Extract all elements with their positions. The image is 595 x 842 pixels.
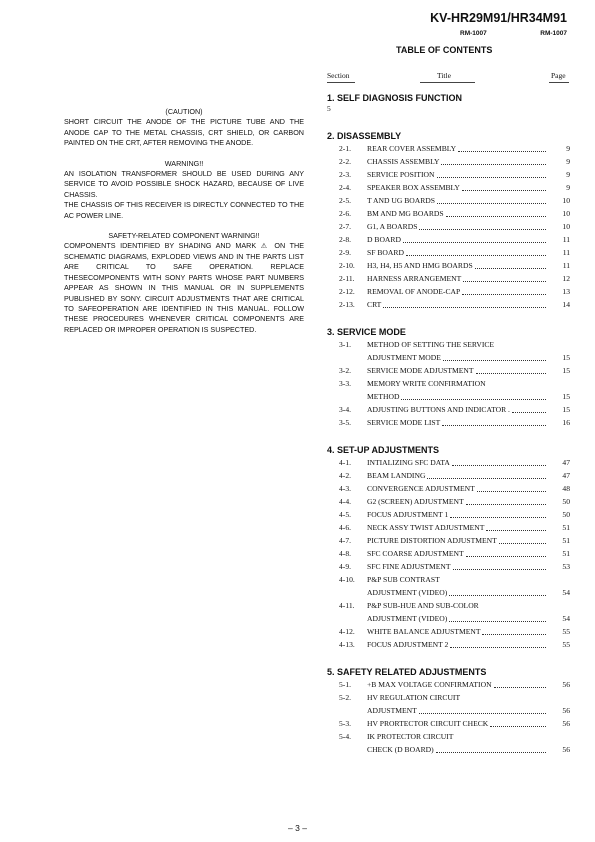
dot-leader (486, 530, 546, 531)
header-rule-page (549, 82, 569, 83)
toc-entry[interactable] (327, 272, 570, 285)
entry-page: 54 (562, 588, 570, 597)
safety-text: COMPONENTS IDENTIFIED BY SHADING AND MARK ⚠ ON THE SCHEMATIC DIAGRAMS, EXPLODED VIEWS AND IN THE PARTS LIST ARE CRITICAL TO SAFE OPERATION. REPLACE THESECOMPONENTS WITH SONY PARTS WHOSE PART NUMBERS APPEAR AS SHOWN IN THIS MANUAL OR IN SUPPLEMENTS PUBLISHED BY SONY. CIRCUIT ADJUSTMENTS THAT ARE CRITICAL TO SAFEOPERATION ARE IDENTIFIED IN THIS MANUAL. FOLLOW THESE PROCEDURES WHENEVER CRITICAL COMPONENTS ARE REPLACED OR IMPROPER OPERATION IS SUSPECTED. (64, 241, 304, 334)
toc-entry[interactable] (327, 625, 570, 638)
toc-entry[interactable] (327, 233, 570, 246)
table-of-contents (327, 92, 570, 771)
entry-number: 4-11. (339, 601, 355, 610)
entry-title: D BOARD (367, 235, 401, 244)
entry-title: SF BOARD (367, 248, 404, 257)
dot-leader (463, 281, 546, 282)
toc-entry[interactable] (327, 259, 570, 272)
entry-number: 2-9. (339, 248, 352, 257)
toc-entry[interactable] (327, 521, 570, 534)
entry-number: 5-2. (339, 693, 352, 702)
toc-entry[interactable] (327, 717, 570, 730)
entry-page: 51 (562, 536, 570, 545)
entry-number: 2-4. (339, 183, 352, 192)
dot-leader (477, 491, 546, 492)
page-number: – 3 – (288, 823, 307, 833)
entry-title: ADJUSTMENT MODE (367, 353, 441, 362)
entry-page: 47 (562, 471, 570, 480)
toc-entry[interactable] (327, 704, 570, 717)
entry-page: 51 (562, 523, 570, 532)
entry-number: 5-3. (339, 719, 352, 728)
section-title: 2. DISASSEMBLY (327, 131, 402, 141)
entry-number: 2-12. (339, 287, 355, 296)
dot-leader (512, 412, 546, 413)
dot-leader (419, 229, 546, 230)
entry-title: METHOD OF SETTING THE SERVICE (367, 340, 495, 349)
caution-title: (CAUTION) (165, 107, 203, 116)
entry-number: 2-2. (339, 157, 352, 166)
dot-leader (406, 255, 546, 256)
dot-leader (437, 203, 546, 204)
entry-number: 2-11. (339, 274, 355, 283)
entry-title: HARNESS ARRANGEMENT (367, 274, 462, 283)
dot-leader (499, 543, 546, 544)
entry-page: 56 (562, 719, 570, 728)
toc-entry[interactable] (327, 534, 570, 547)
entry-number: 3-4. (339, 405, 352, 414)
entry-title: IK PROTECTOR CIRCUIT (367, 732, 454, 741)
toc-entry[interactable] (327, 612, 570, 625)
toc-entry[interactable] (327, 416, 570, 429)
entry-title: P&P SUB-HUE AND SUB-COLOR (367, 601, 479, 610)
toc-entry[interactable] (327, 573, 570, 586)
entry-page: 12 (562, 274, 570, 283)
toc-entry[interactable] (327, 207, 570, 220)
section-title: 1. SELF DIAGNOSIS FUNCTION (327, 93, 463, 103)
toc-entry[interactable] (327, 285, 570, 298)
dot-leader (449, 621, 546, 622)
warning-text: AN ISOLATION TRANSFORMER SHOULD BE USED DURING ANY SERVICE TO AVOID POSSIBLE SHOCK HAZARD, BECAUSE OF LIVE CHASSIS. (64, 169, 304, 199)
entry-title: SERVICE MODE LIST (367, 418, 441, 427)
entry-title: REMOVAL OF ANODE-CAP (367, 287, 461, 296)
model-title: KV-HR29M91/HR34M91 (430, 11, 567, 25)
dot-leader (449, 595, 546, 596)
entry-page: 10 (562, 222, 570, 231)
entry-number: 2-5. (339, 196, 352, 205)
toc-entry[interactable] (327, 298, 570, 311)
entry-page: 9 (566, 183, 570, 192)
toc-entry[interactable] (327, 547, 570, 560)
dot-leader (436, 752, 546, 753)
entry-title: WHITE BALANCE ADJUSTMENT (367, 627, 481, 636)
entry-number: 4-2. (339, 471, 352, 480)
entry-number: 5-1. (339, 680, 352, 689)
entry-page: 56 (562, 706, 570, 715)
dot-leader (458, 151, 546, 152)
dot-leader (419, 713, 546, 714)
rm-code-right: RM-1007 (540, 30, 567, 37)
entry-page: 51 (562, 549, 570, 558)
entry-title: CONVERGENCE ADJUSTMENT (367, 484, 475, 493)
toc-entry[interactable] (327, 469, 570, 482)
toc-entry[interactable] (327, 403, 570, 416)
dot-leader (403, 242, 546, 243)
rm-code-left: RM-1007 (460, 30, 487, 37)
column-header-section: Section (327, 71, 350, 80)
entry-number: 4-8. (339, 549, 352, 558)
entry-number: 4-3. (339, 484, 352, 493)
section-items (327, 338, 570, 429)
entry-number: 4-6. (339, 523, 352, 532)
entry-page: 50 (562, 497, 570, 506)
toc-entry[interactable] (327, 638, 570, 651)
entry-title: FOCUS ADJUSTMENT 1 (367, 510, 449, 519)
toc-entry[interactable] (327, 560, 570, 573)
entry-title: PICTURE DISTORTION ADJUSTMENT (367, 536, 497, 545)
entry-title: ADJUSTMENT (VIDEO) (367, 614, 448, 623)
entry-page: 15 (562, 405, 570, 414)
dot-leader (452, 465, 546, 466)
dot-leader (437, 177, 546, 178)
entry-page: 15 (562, 366, 570, 375)
entry-title: G2 (SCREEN) ADJUSTMENT (367, 497, 464, 506)
entry-title: H3, H4, H5 AND HMG BOARDS (367, 261, 473, 270)
dot-leader (450, 517, 546, 518)
toc-entry[interactable] (327, 390, 570, 403)
entry-page: 9 (566, 144, 570, 153)
entry-page: 50 (562, 510, 570, 519)
dot-leader (462, 294, 546, 295)
dot-leader (494, 687, 546, 688)
toc-entry[interactable] (327, 220, 570, 233)
entry-number: 2-13. (339, 300, 355, 309)
section-items (327, 678, 570, 756)
entry-page: 14 (562, 300, 570, 309)
entry-number: 3-2. (339, 366, 352, 375)
entry-number: 5-4. (339, 732, 352, 741)
toc-entry[interactable] (327, 377, 570, 390)
caution-text: SHORT CIRCUIT THE ANODE OF THE PICTURE TUBE AND THE ANODE CAP TO THE METAL CHASSIS, CRT SHIELD, OR CARBON PAINTED ON THE CRT, AFTER REMOVING THE ANODE. (64, 117, 304, 148)
entry-title: CHECK (D BOARD) (367, 745, 434, 754)
entry-page: 9 (566, 157, 570, 166)
entry-number: 2-3. (339, 170, 352, 179)
dot-leader (401, 399, 546, 400)
entry-page: 13 (562, 287, 570, 296)
entry-title: INTIALIZING SFC DATA (367, 458, 450, 467)
entry-number: 2-6. (339, 209, 352, 218)
entry-number: 4-4. (339, 497, 352, 506)
entry-page: 11 (562, 261, 570, 270)
section-title: 5. SAFETY RELATED ADJUSTMENTS (327, 667, 487, 677)
dot-leader (475, 268, 546, 269)
safety-title: SAFETY-RELATED COMPONENT WARNING!! (108, 231, 260, 241)
entry-number: 4-5. (339, 510, 352, 519)
section-title: 4. SET-UP ADJUSTMENTS (327, 445, 440, 455)
entry-number: 4-7. (339, 536, 352, 545)
toc-entry[interactable] (327, 246, 570, 259)
column-header-page: Page (551, 71, 566, 80)
entry-title: CRT (367, 300, 382, 309)
entry-title: SERVICE POSITION (367, 170, 435, 179)
entry-page: 11 (562, 235, 570, 244)
column-header-title: Title (437, 71, 451, 80)
toc-entry[interactable] (327, 456, 570, 469)
toc-entry[interactable] (327, 691, 570, 704)
entry-number: 4-9. (339, 562, 352, 571)
toc-entry[interactable] (327, 338, 570, 351)
warning-text-2: THE CHASSIS OF THIS RECEIVER IS DIRECTLY CONNECTED TO THE AC POWER LINE. (64, 200, 304, 220)
dot-leader (462, 190, 546, 191)
toc-entry[interactable] (327, 730, 570, 743)
warning-title: WARNING!! (164, 158, 204, 168)
toc-entry[interactable] (327, 599, 570, 612)
toc-entry[interactable] (327, 482, 570, 495)
toc-entry[interactable] (327, 364, 570, 377)
dot-leader (427, 478, 546, 479)
entry-page: 55 (562, 627, 570, 636)
entry-title: BEAM LANDING (367, 471, 426, 480)
entry-number: 2-10. (339, 261, 355, 270)
entry-title: ADJUSTING BUTTONS AND INDICATOR . (367, 405, 510, 414)
toc-entry[interactable] (327, 155, 570, 168)
section-items (327, 142, 570, 311)
entry-title: ADJUSTMENT (VIDEO) (367, 588, 448, 597)
entry-number: 2-7. (339, 222, 352, 231)
entry-title: +B MAX VOLTAGE CONFIRMATION (367, 680, 492, 689)
entry-number: 4-1. (339, 458, 352, 467)
dot-leader (466, 504, 546, 505)
entry-title: ADJUSTMENT (367, 706, 417, 715)
safety-notices (64, 107, 304, 335)
dot-leader (441, 164, 546, 165)
toc-entry[interactable] (327, 743, 570, 756)
entry-title: REAR COVER ASSEMBLY (367, 144, 457, 153)
entry-title: BM AND MG BOARDS (367, 209, 444, 218)
toc-entry[interactable] (327, 181, 570, 194)
toc-entry[interactable] (327, 508, 570, 521)
entry-title: P&P SUB CONTRAST (367, 575, 440, 584)
entry-page: 15 (562, 392, 570, 401)
dot-leader (482, 634, 546, 635)
entry-title: SFC FINE ADJUSTMENT (367, 562, 451, 571)
entry-title: SERVICE MODE ADJUSTMENT (367, 366, 474, 375)
entry-title: MEMORY WRITE CONFIRMATION (367, 379, 486, 388)
section-title: 3. SERVICE MODE (327, 327, 406, 337)
section-items (327, 456, 570, 651)
toc-entry[interactable] (327, 495, 570, 508)
dot-leader (466, 556, 546, 557)
entry-page: 10 (562, 196, 570, 205)
dot-leader (490, 726, 546, 727)
entry-page: 11 (562, 248, 570, 257)
entry-title: T AND UG BOARDS (367, 196, 436, 205)
entry-page: 55 (562, 640, 570, 649)
entry-number: 4-12. (339, 627, 355, 636)
dot-leader (383, 307, 546, 308)
dot-leader (476, 373, 546, 374)
stray-page-number: 5 (327, 104, 331, 113)
entry-page: 53 (562, 562, 570, 571)
header-rule-section (327, 82, 355, 83)
toc-entry[interactable] (327, 168, 570, 181)
entry-title: CHASSIS ASSEMBLY (367, 157, 440, 166)
entry-title: G1, A BOARDS (367, 222, 418, 231)
entry-number: 3-3. (339, 379, 352, 388)
dot-leader (453, 569, 546, 570)
entry-page: 54 (562, 614, 570, 623)
entry-page: 10 (562, 209, 570, 218)
dot-leader (450, 647, 546, 648)
entry-number: 4-10. (339, 575, 355, 584)
entry-title: METHOD (367, 392, 400, 401)
entry-page: 56 (562, 745, 570, 754)
entry-page: 48 (562, 484, 570, 493)
entry-page: 47 (562, 458, 570, 467)
dot-leader (442, 425, 546, 426)
toc-heading: TABLE OF CONTENTS (396, 45, 493, 55)
entry-page: 16 (562, 418, 570, 427)
toc-entry[interactable] (327, 586, 570, 599)
toc-entry[interactable] (327, 142, 570, 155)
entry-number: 4-13. (339, 640, 355, 649)
dot-leader (443, 360, 546, 361)
toc-entry[interactable] (327, 678, 570, 691)
entry-title: HV PRORTECTOR CIRCUIT CHECK (367, 719, 489, 728)
entry-number: 3-5. (339, 418, 352, 427)
entry-title: SPEAKER BOX ASSEMBLY (367, 183, 460, 192)
toc-entry[interactable] (327, 194, 570, 207)
entry-page: 56 (562, 680, 570, 689)
toc-entry[interactable] (327, 351, 570, 364)
header-rule-title (420, 82, 475, 83)
entry-title: HV REGULATION CIRCUIT (367, 693, 461, 702)
entry-page: 15 (562, 353, 570, 362)
entry-number: 2-1. (339, 144, 352, 153)
dot-leader (446, 216, 546, 217)
entry-title: NECK ASSY TWIST ADJUSTMENT (367, 523, 485, 532)
entry-number: 2-8. (339, 235, 352, 244)
entry-page: 9 (566, 170, 570, 179)
entry-title: FOCUS ADJUSTMENT 2 (367, 640, 449, 649)
entry-title: SFC COARSE ADJUSTMENT (367, 549, 464, 558)
entry-number: 3-1. (339, 340, 352, 349)
